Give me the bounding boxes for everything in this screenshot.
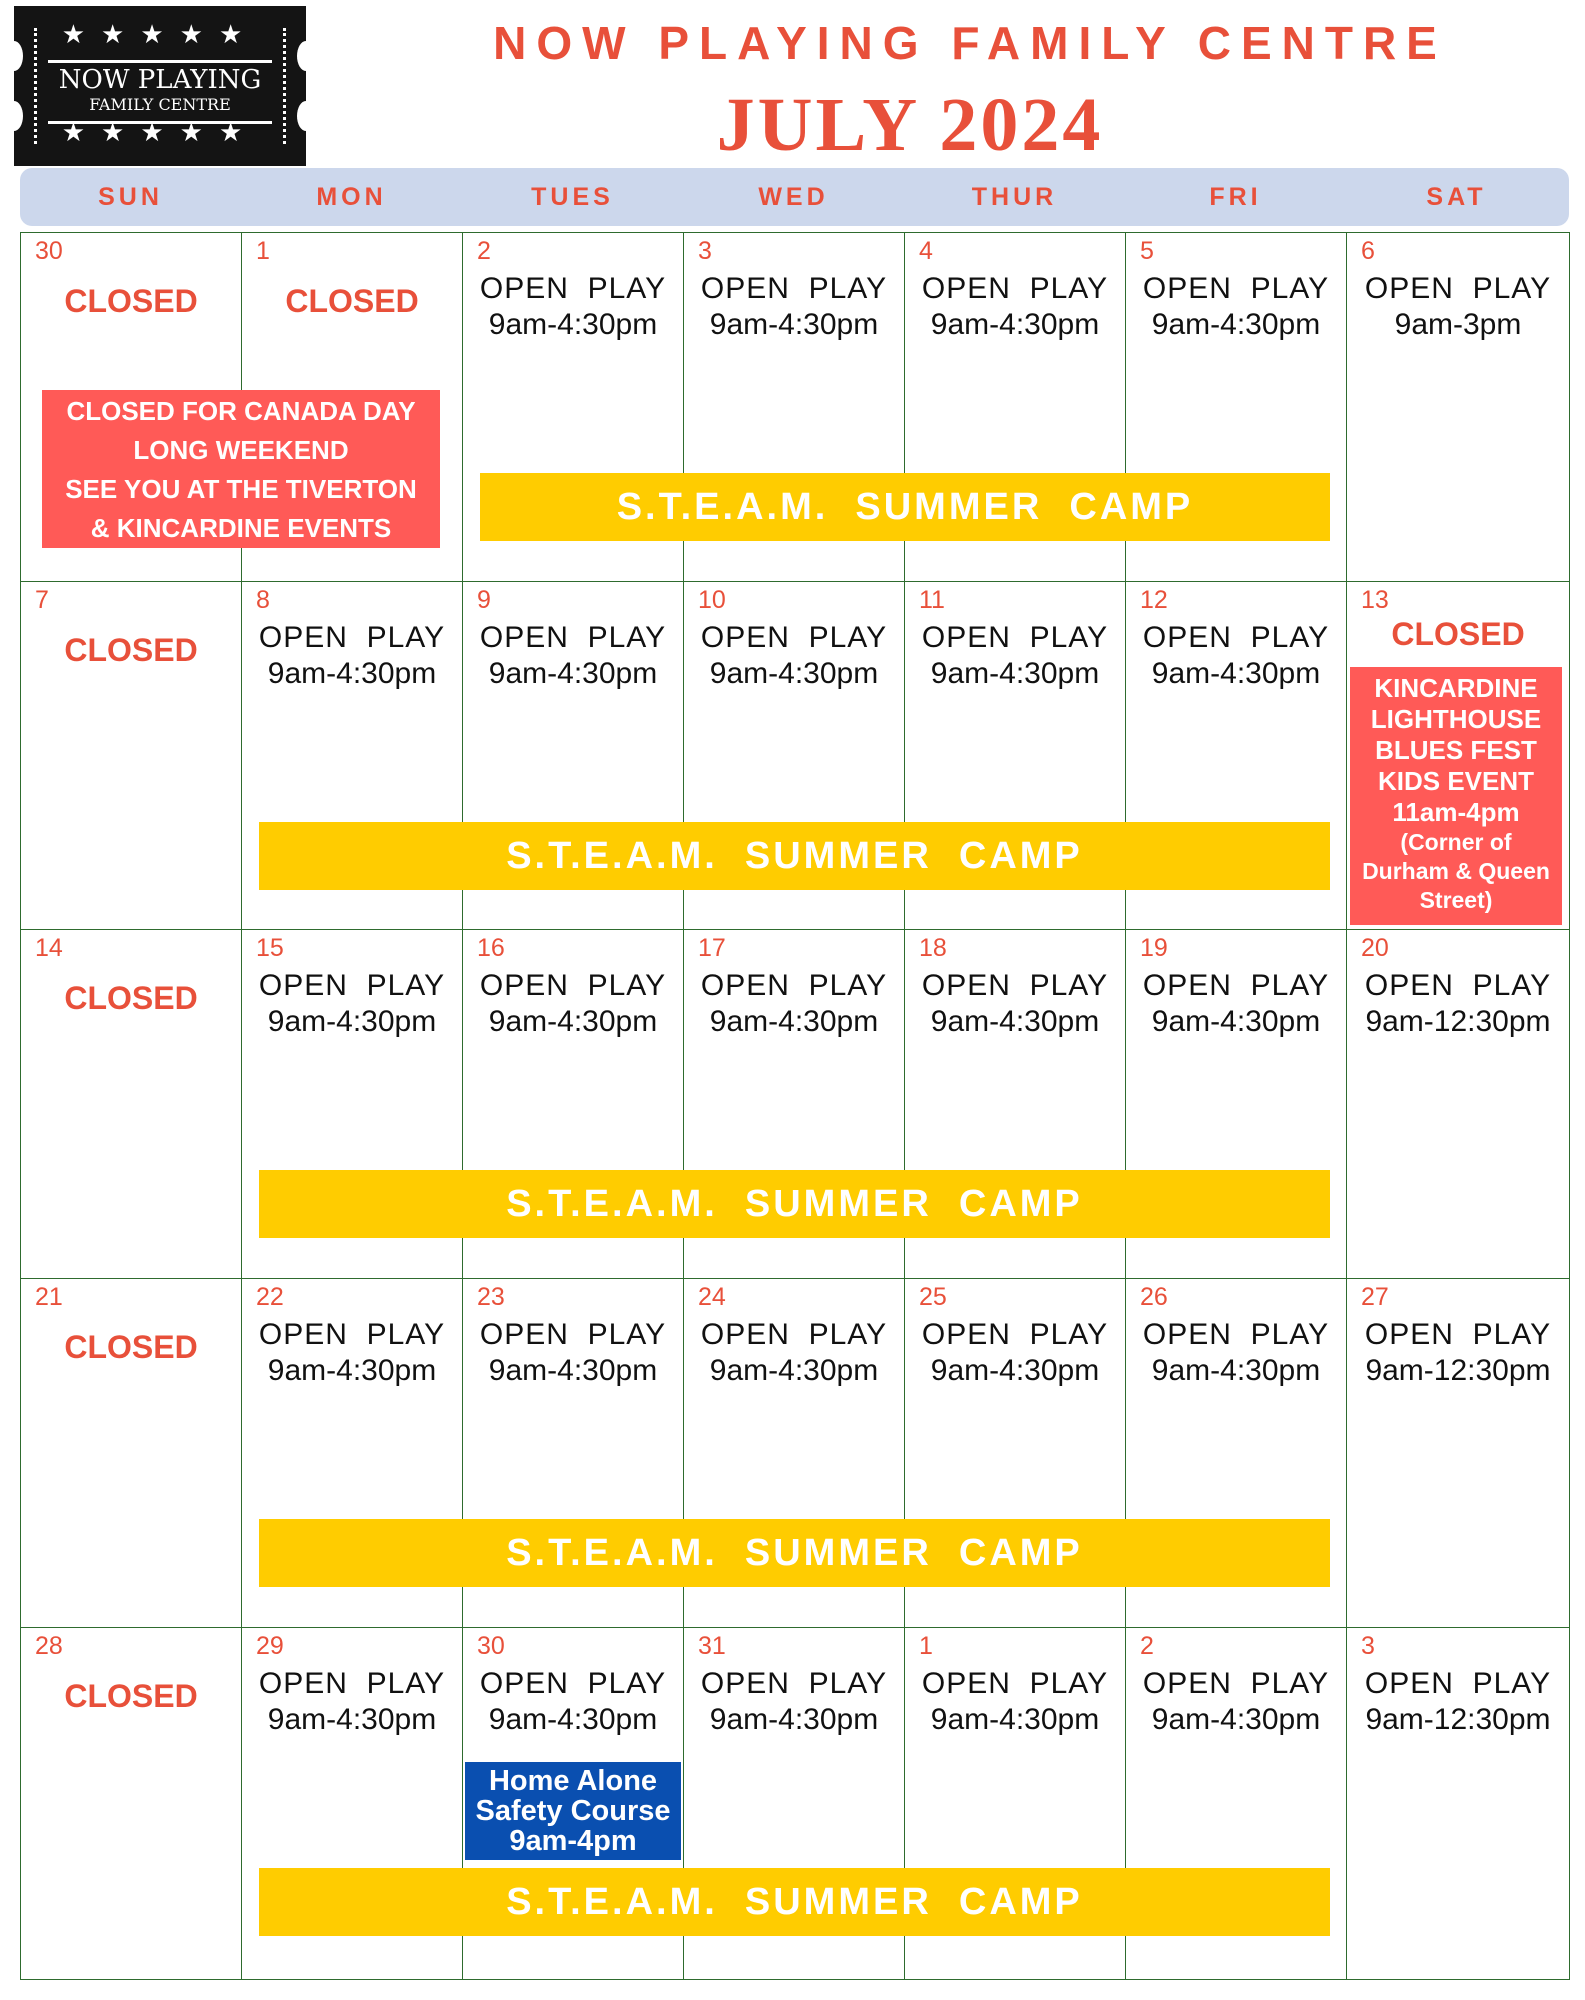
open-hours: 9am-4:30pm: [488, 1703, 658, 1736]
closed-label: CLOSED: [64, 632, 198, 668]
open-play-info: [684, 271, 904, 343]
open-play-label: OPEN PLAY: [700, 272, 888, 305]
weekday-fri: FRI: [1209, 183, 1262, 211]
event-line: KINCARDINE: [1374, 673, 1538, 703]
day-number: 18: [919, 934, 947, 962]
open-play-label: OPEN PLAY: [921, 1667, 1109, 1700]
day-cell: [1346, 232, 1570, 582]
day-number: 26: [1140, 1283, 1168, 1311]
open-play-info: [463, 1666, 683, 1738]
day-number: 25: [919, 1283, 947, 1311]
open-play-info: [905, 271, 1125, 343]
open-play-label: OPEN PLAY: [921, 272, 1109, 305]
open-hours: 9am-4:30pm: [1151, 657, 1321, 690]
page-title: NOW PLAYING FAMILY CENTRE: [493, 17, 1447, 69]
day-number: 19: [1140, 934, 1168, 962]
open-play-label: OPEN PLAY: [700, 1667, 888, 1700]
open-play-label: OPEN PLAY: [258, 621, 446, 654]
course-line: Safety Course: [475, 1795, 671, 1827]
open-hours: 9am-4:30pm: [709, 657, 879, 690]
open-hours: 9am-4:30pm: [930, 657, 1100, 690]
notice-line: CLOSED FOR CANADA DAY: [66, 396, 416, 426]
day-number: 1: [256, 237, 270, 265]
notice-line: LONG WEEKEND: [133, 435, 349, 465]
open-play-info: [463, 271, 683, 343]
open-play-label: OPEN PLAY: [1364, 272, 1552, 305]
open-hours: 9am-12:30pm: [1365, 1703, 1551, 1736]
open-play-info: [905, 1317, 1125, 1389]
open-play-info: [1347, 968, 1569, 1040]
day-number: 5: [1140, 237, 1154, 265]
open-play-label: OPEN PLAY: [1142, 272, 1330, 305]
open-hours: 9am-4:30pm: [488, 1354, 658, 1387]
open-play-label: OPEN PLAY: [1142, 1318, 1330, 1351]
closed-label: CLOSED: [64, 1329, 198, 1365]
event-location-line: (Corner of: [1400, 829, 1512, 855]
day-number: 15: [256, 934, 284, 962]
open-play-info: [905, 620, 1125, 692]
open-play-info: [1126, 1666, 1346, 1738]
calendar-grid: [20, 232, 1569, 1979]
closed-label: CLOSED: [1391, 616, 1525, 652]
day-number: 10: [698, 586, 726, 614]
open-hours: 9am-4:30pm: [930, 1703, 1100, 1736]
stars-decoration-icon: ★★★★★: [61, 20, 259, 50]
event-line: BLUES FEST: [1375, 735, 1537, 765]
day-number: 30: [477, 1632, 505, 1660]
notice-line: & KINCARDINE EVENTS: [90, 513, 392, 543]
closed-label: CLOSED: [64, 1678, 198, 1714]
weekday-sat: SAT: [1426, 183, 1487, 211]
event-location-line: Durham & Queen: [1362, 858, 1550, 884]
open-play-info: [1126, 1317, 1346, 1389]
event-line: KIDS EVENT: [1377, 766, 1535, 796]
day-number: 14: [35, 934, 63, 962]
open-play-label: OPEN PLAY: [479, 272, 667, 305]
open-hours: 9am-12:30pm: [1365, 1005, 1551, 1038]
day-number: 7: [35, 586, 49, 614]
open-play-label: OPEN PLAY: [1364, 1318, 1552, 1351]
open-play-info: [684, 1317, 904, 1389]
weekday-tues: TUES: [531, 183, 614, 211]
day-number: 4: [919, 237, 933, 265]
open-play-info: [242, 1317, 462, 1389]
day-number: 28: [35, 1632, 63, 1660]
open-play-info: [905, 1666, 1125, 1738]
blues-fest-event: [1350, 667, 1562, 925]
open-hours: 9am-4:30pm: [709, 308, 879, 341]
open-hours: 9am-4:30pm: [267, 1703, 437, 1736]
open-play-info: [1126, 271, 1346, 343]
day-number: 23: [477, 1283, 505, 1311]
event-location-line: Street): [1419, 887, 1493, 913]
open-play-info: [463, 620, 683, 692]
open-hours: 9am-4:30pm: [488, 308, 658, 341]
logo-subtitle: FAMILY CENTRE: [89, 95, 231, 114]
open-play-info: [905, 968, 1125, 1040]
closed-label: CLOSED: [285, 283, 419, 319]
day-number: 27: [1361, 1283, 1389, 1311]
day-number: 17: [698, 934, 726, 962]
day-cell: [1346, 1627, 1570, 1980]
open-play-label: OPEN PLAY: [1142, 1667, 1330, 1700]
day-number: 20: [1361, 934, 1389, 962]
day-cell: [20, 1278, 242, 1628]
day-number: 16: [477, 934, 505, 962]
day-number: 2: [1140, 1632, 1154, 1660]
weekday-sun: SUN: [98, 183, 163, 211]
open-play-info: [463, 968, 683, 1040]
open-hours: 9am-4:30pm: [267, 1005, 437, 1038]
closed-label: CLOSED: [64, 980, 198, 1016]
open-play-info: [1126, 620, 1346, 692]
day-number: 13: [1361, 586, 1389, 614]
day-cell: [20, 581, 242, 930]
weekday-mon: MON: [316, 183, 387, 211]
open-play-label: OPEN PLAY: [1142, 621, 1330, 654]
open-play-label: OPEN PLAY: [258, 1318, 446, 1351]
open-hours: 9am-4:30pm: [709, 1703, 879, 1736]
open-hours: 9am-4:30pm: [267, 657, 437, 690]
open-hours: 9am-4:30pm: [1151, 1703, 1321, 1736]
open-play-label: OPEN PLAY: [1364, 969, 1552, 1002]
open-hours: 9am-4:30pm: [709, 1005, 879, 1038]
open-hours: 9am-4:30pm: [267, 1354, 437, 1387]
course-line: 9am-4pm: [509, 1825, 637, 1857]
open-play-label: OPEN PLAY: [479, 969, 667, 1002]
open-hours: 9am-4:30pm: [930, 308, 1100, 341]
day-cell: [1346, 929, 1570, 1279]
open-play-info: [1126, 968, 1346, 1040]
closed-label: CLOSED: [64, 283, 198, 319]
home-alone-course: [465, 1762, 681, 1860]
day-cell: [20, 1627, 242, 1980]
day-number: 30: [35, 237, 63, 265]
open-play-info: [1347, 1666, 1569, 1738]
notice-line: SEE YOU AT THE TIVERTON: [65, 474, 417, 504]
day-number: 3: [698, 237, 712, 265]
summer-camp-banner: S.T.E.A.M. SUMMER CAMP: [259, 1519, 1330, 1587]
day-number: 12: [1140, 586, 1168, 614]
summer-camp-banner: S.T.E.A.M. SUMMER CAMP: [259, 1868, 1330, 1936]
day-number: 6: [1361, 237, 1375, 265]
open-hours: 9am-4:30pm: [1151, 1354, 1321, 1387]
open-play-label: OPEN PLAY: [700, 969, 888, 1002]
summer-camp-banner: S.T.E.A.M. SUMMER CAMP: [259, 1170, 1330, 1238]
open-play-label: OPEN PLAY: [921, 1318, 1109, 1351]
day-number: 21: [35, 1283, 63, 1311]
course-line: Home Alone: [488, 1765, 658, 1797]
day-number: 8: [256, 586, 270, 614]
open-hours: 9am-4:30pm: [709, 1354, 879, 1387]
open-play-info: [242, 968, 462, 1040]
open-hours: 9am-3pm: [1394, 308, 1522, 341]
event-line: LIGHTHOUSE: [1370, 704, 1542, 734]
open-play-info: [242, 620, 462, 692]
open-play-info: [242, 1666, 462, 1738]
open-hours: 9am-4:30pm: [1151, 1005, 1321, 1038]
open-play-info: [1347, 271, 1569, 343]
summer-camp-banner: S.T.E.A.M. SUMMER CAMP: [259, 822, 1330, 890]
logo: [14, 6, 306, 166]
day-number: 24: [698, 1283, 726, 1311]
day-number: 9: [477, 586, 491, 614]
open-play-label: OPEN PLAY: [479, 1667, 667, 1700]
open-play-label: OPEN PLAY: [258, 969, 446, 1002]
logo-name: NOW PLAYING: [58, 65, 262, 95]
day-number: 2: [477, 237, 491, 265]
open-play-label: OPEN PLAY: [1364, 1667, 1552, 1700]
open-play-info: [684, 1666, 904, 1738]
open-play-label: OPEN PLAY: [1142, 969, 1330, 1002]
open-play-label: OPEN PLAY: [258, 1667, 446, 1700]
weekday-wed: WED: [758, 183, 829, 211]
event-line: 11am-4pm: [1392, 797, 1520, 827]
open-play-label: OPEN PLAY: [479, 621, 667, 654]
open-play-label: OPEN PLAY: [921, 621, 1109, 654]
open-play-info: [684, 968, 904, 1040]
open-hours: 9am-12:30pm: [1365, 1354, 1551, 1387]
open-hours: 9am-4:30pm: [930, 1005, 1100, 1038]
open-hours: 9am-4:30pm: [488, 1005, 658, 1038]
day-cell: [20, 929, 242, 1279]
weekday-thur: THUR: [971, 183, 1058, 211]
open-hours: 9am-4:30pm: [488, 657, 658, 690]
month-title: JULY 2024: [716, 83, 1104, 167]
day-number: 29: [256, 1632, 284, 1660]
open-play-label: OPEN PLAY: [479, 1318, 667, 1351]
open-play-label: OPEN PLAY: [700, 621, 888, 654]
open-play-info: [684, 620, 904, 692]
stars-decoration-icon: ★★★★★: [61, 118, 259, 148]
day-number: 31: [698, 1632, 726, 1660]
weekday-header: [20, 168, 1569, 226]
day-number: 3: [1361, 1632, 1375, 1660]
open-play-label: OPEN PLAY: [921, 969, 1109, 1002]
open-play-info: [1347, 1317, 1569, 1389]
canada-day-notice: [42, 390, 440, 548]
day-cell: [1346, 1278, 1570, 1628]
day-number: 11: [919, 586, 945, 614]
day-number: 22: [256, 1283, 284, 1311]
open-play-info: [463, 1317, 683, 1389]
open-hours: 9am-4:30pm: [1151, 308, 1321, 341]
day-number: 1: [919, 1632, 933, 1660]
open-hours: 9am-4:30pm: [930, 1354, 1100, 1387]
open-play-label: OPEN PLAY: [700, 1318, 888, 1351]
summer-camp-banner: S.T.E.A.M. SUMMER CAMP: [480, 473, 1330, 541]
